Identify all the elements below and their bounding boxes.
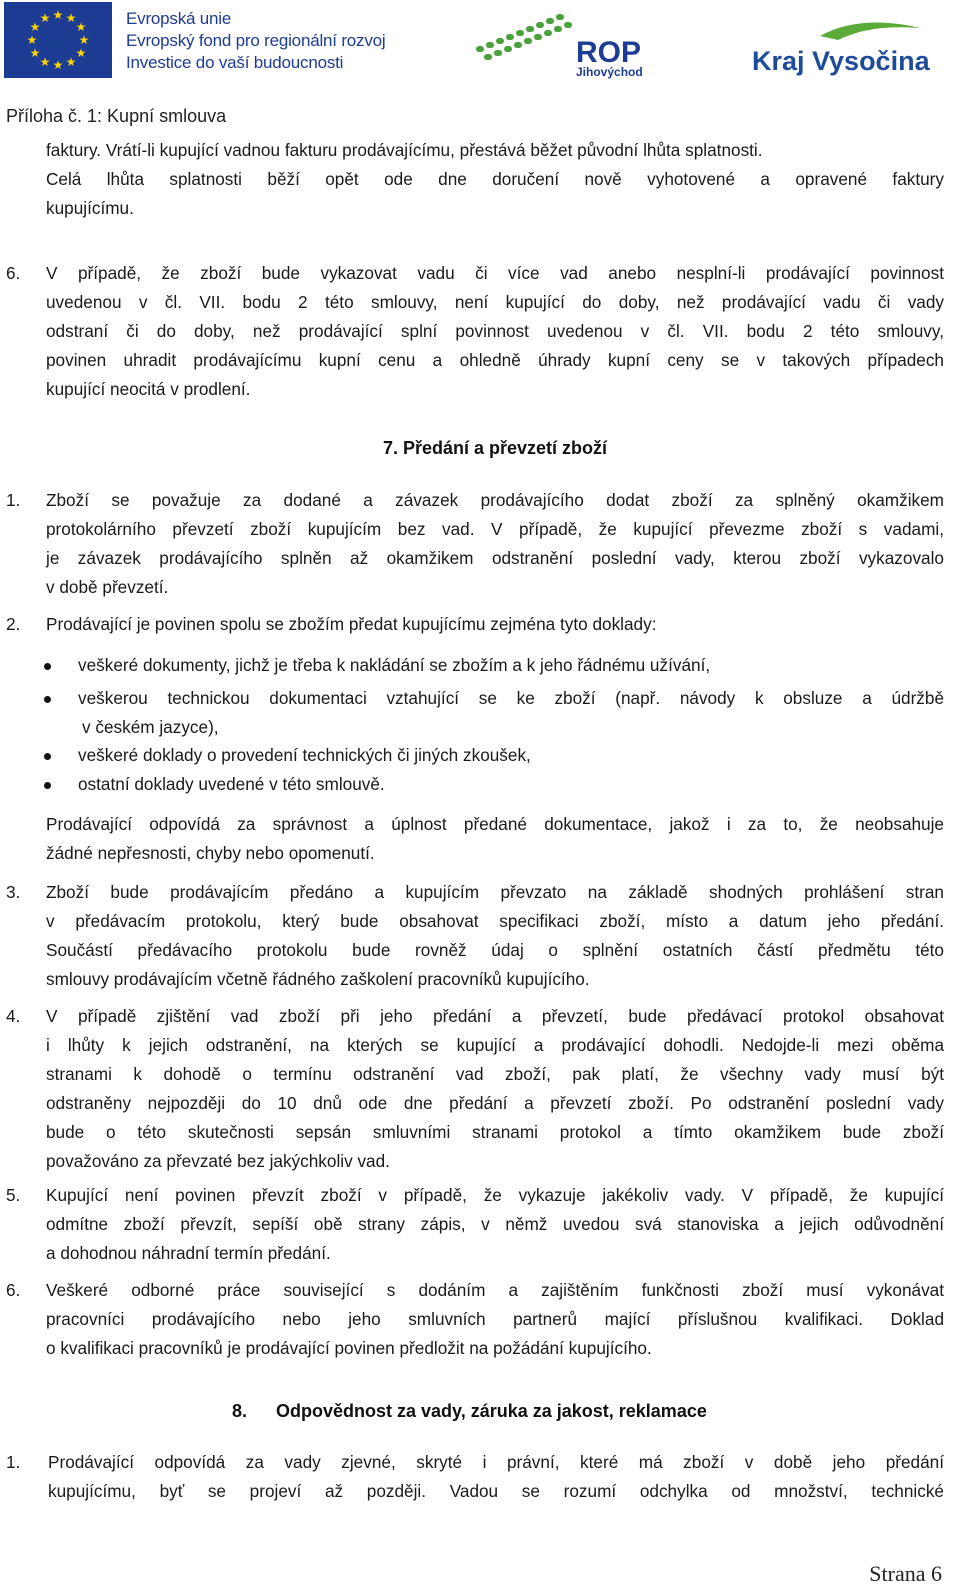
text-line: žádné nepřesnosti, chyby nebo opomenutí. <box>46 843 375 863</box>
text-line: bude o této skutečnosti sepsán smluvními stranami protokol a tímto okamžikem bude zboží <box>46 1122 944 1142</box>
text-line: Zboží se považuje za dodané a závazek prodávajícího dodat zboží za splněný okamžikem <box>46 490 944 510</box>
text-line: kupující neocitá v prodlení. <box>46 379 251 399</box>
text-line: považováno za převzaté bez jakýchkoliv vad. <box>46 1151 390 1171</box>
page-number: Strana 6 <box>869 1561 942 1586</box>
svg-text:★: ★ <box>39 55 51 69</box>
eu-line: Evropská unie <box>126 9 232 28</box>
section-8-item-1 <box>48 1448 944 1506</box>
rop-subtitle: Jihovýchod <box>576 65 643 79</box>
eu-line: Investice do vaší budoucnosti <box>126 53 344 72</box>
text-line: V případě, že zboží bude vykazovat vadu či více vad anebo nesplní-li prodávající povinnost <box>46 263 944 283</box>
bullet-item <box>78 684 944 742</box>
text-line: stranami k dohodě o termínu odstranění vad zboží, pak platí, že všechny vady musí být <box>46 1064 944 1084</box>
bullet-icon <box>44 696 51 703</box>
text-line: kupujícímu. <box>46 198 134 218</box>
item-number: 5. <box>6 1185 21 1205</box>
text-line: Prodávající odpovídá za vady zjevné, skryté i právní, které má zboží v době jeho předání <box>48 1452 944 1472</box>
svg-text:★: ★ <box>52 58 64 72</box>
bullet-icon <box>44 782 51 789</box>
item-number: 6. <box>6 1280 21 1300</box>
section-7-item-1 <box>46 486 944 602</box>
svg-text:★: ★ <box>39 11 51 25</box>
kraj-vysocina-logo <box>750 18 930 78</box>
svg-text:★: ★ <box>65 55 77 69</box>
text-line: kupujícímu, byť se projeví až později. Vadou se rozumí odchylka od množství, technické <box>48 1481 944 1501</box>
svg-text:★: ★ <box>29 46 41 60</box>
text-line: Celá lhůta splatnosti běží opět ode dne doručení nově vyhotovené a opravené faktury <box>46 169 944 189</box>
text-line: v předávacím protokolu, který bude obsahovat specifikaci zboží, místo a datum jeho předání. <box>46 911 944 931</box>
section-7-item-6 <box>46 1276 944 1363</box>
text-line: protokolárního převzetí zboží kupujícím bez vad. V případě, že kupující převezme zboží s vadami, <box>46 519 944 539</box>
bullet-item <box>78 741 944 770</box>
text-line: faktury. Vrátí-li kupující vadnou fakturu prodávajícímu, přestává běžet původní lhůta splatnosti. <box>46 140 763 160</box>
text-line: Prodávající odpovídá za správnost a úplnost předané dokumentace, jakož i za to, že neobsahuje <box>46 814 944 834</box>
text-line: pracovníci prodávajícího nebo jeho smluvních partnerů mající příslušnou kvalifikaci. Doklad <box>46 1309 944 1329</box>
section-7-item-2-after <box>46 810 944 868</box>
bullet-icon <box>44 753 51 760</box>
eu-logo-text <box>126 8 385 74</box>
text-line: Zboží bude prodávajícím předáno a kupujícím převzato na základě shodných prohlášení stran <box>46 882 944 902</box>
item-number: 1. <box>6 490 21 510</box>
rop-logo <box>476 6 666 80</box>
text-line: o kvalifikaci pracovníků je prodávající povinen předložit na požádání kupujícího. <box>46 1338 652 1358</box>
kraj-text: Kraj Vysočina <box>752 46 930 76</box>
text-line: V případě zjištění vad zboží při jeho předání a převzetí, bude předávací protokol obsahovat <box>46 1006 944 1026</box>
text-line: v době převzetí. <box>46 577 169 597</box>
prev-item-6-paragraph <box>46 259 944 404</box>
section-7-item-3 <box>46 878 944 994</box>
text-line: odmítne zboží převzít, sepíší obě strany zápis, v němž uvedou svá stanoviska a jejich odůvodnění <box>46 1214 944 1234</box>
bullet-item <box>78 770 944 799</box>
text-line: odstraní či do doby, než prodávající splní povinnost uvedenou v čl. VII. bodu 2 této smlouvy, <box>46 321 944 341</box>
text-line: Součástí předávacího protokolu bude rovněž údaj o splnění ostatních částí předmětu této <box>46 940 944 960</box>
eu-flag-logo <box>4 2 112 78</box>
text-line: povinen uhradit prodávajícímu kupní cenu a ohledně úhrady kupní ceny se v takových případech <box>46 350 944 370</box>
text-line: veškeré dokumenty, jichž je třeba k nakládání se zbožím a k jeho řádnému užívání, <box>78 655 711 675</box>
item-number: 2. <box>6 614 21 634</box>
eu-line: Evropský fond pro regionální rozvoj <box>126 31 386 50</box>
svg-text:★: ★ <box>78 33 90 47</box>
text-line: Prodávající je povinen spolu se zbožím předat kupujícímu zejména tyto doklady: <box>46 614 657 634</box>
item-number: 1. <box>6 1452 21 1472</box>
item-number: 3. <box>6 882 21 902</box>
intro-paragraph <box>46 136 944 223</box>
text-line: je závazek prodávajícího splněn až okamžikem odstranění poslední vady, kterou zboží vykazovalo <box>46 548 944 568</box>
item-number: 6. <box>6 263 21 283</box>
svg-text:★: ★ <box>29 20 41 34</box>
section-7-item-4 <box>46 1002 944 1176</box>
text-line: smlouvy prodávajícím včetně řádného zaškolení pracovníků kupujícího. <box>46 969 590 989</box>
section-7-item-2-intro <box>46 610 944 639</box>
svg-text:★: ★ <box>52 8 64 22</box>
bullet-icon <box>44 663 51 670</box>
svg-text:★: ★ <box>65 11 77 25</box>
text-line: uvedenou v čl. VII. bodu 2 této smlouvy, není kupující do doby, než prodávající vadu či vady <box>46 292 944 312</box>
section-8-number: 8. <box>232 1401 248 1421</box>
text-line: veškeré doklady o provedení technických či jiných zkoušek, <box>78 745 531 765</box>
text-line: v českém jazyce), <box>82 717 219 737</box>
text-line: ostatní doklady uvedené v této smlouvě. <box>78 774 385 794</box>
svg-text:★: ★ <box>26 33 38 47</box>
item-number: 4. <box>6 1006 21 1026</box>
attachment-label: Příloha č. 1: Kupní smlouva <box>6 106 227 126</box>
text-line: a dohodnou náhradní termín předání. <box>46 1243 331 1263</box>
svg-text:★: ★ <box>75 46 87 60</box>
bullet-item <box>78 651 944 680</box>
text-line: Kupující není povinen převzít zboží v případě, že vykazuje jakékoliv vady. V případě, že kupující <box>46 1185 944 1205</box>
section-7-item-5 <box>46 1181 944 1268</box>
logo-header <box>0 0 960 86</box>
text-line: veškerou technickou dokumentaci vztahující se ke zboží (např. návody k obsluze a údržbě <box>78 688 944 708</box>
text-line: i lhůty k jejich odstranění, na kterých se kupující a prodávající dohodli. Nedojde-li mezi oběma <box>46 1035 944 1055</box>
svg-text:★: ★ <box>75 20 87 34</box>
section-8-heading: Odpovědnost za vady, záruka za jakost, reklamace <box>276 1401 707 1421</box>
text-line: odstraněny nejpozději do 10 dnů ode dne předání a převzetí zboží. Po odstranění poslední vady <box>46 1093 944 1113</box>
text-line: Veškeré odborné práce související s dodáním a zajištěním funkčnosti zboží musí vykonávat <box>46 1280 944 1300</box>
rop-title: ROP <box>576 36 642 69</box>
section-7-heading: 7. Předání a převzetí zboží <box>382 438 608 458</box>
